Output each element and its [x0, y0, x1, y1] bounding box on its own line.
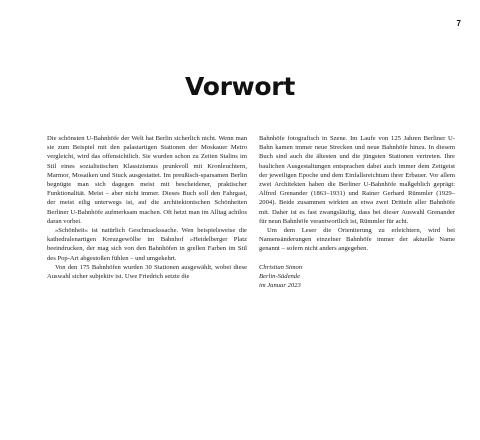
paragraph: Die schönsten U-Bahnhöfe der Welt hat Berlin sicherlich nicht. Wenn man sie zum Beispiel mit den palastartigen Stationen der Moskauer Metro vergleicht, wird das offensichtlich. Sie wurden schon zu Zeiten Stalins im Stil eines sozialistischen Klassizismus prunkvoll mit Kronleuchtern, Marmor, Mosaiken und Stuck ausgestattet. Im preußisch-sparsamen Berlin begnügte man sich dagegen meist mit bescheidener, praktischer Funktionalität. Meist – aber nicht immer. Dieses Buch soll den Fahrgast, der meist eilig unterwegs ist, auf die architektonischen Schönheiten Berliner U-Bahnhöfe aufmerksam machen. Oft hetzt man im Alltag achtlos daran vorbei.	[47, 135, 247, 225]
author-place: Berlin-Südende	[259, 272, 301, 280]
page-title: Vorwort	[185, 72, 295, 101]
paragraph: »Schönheit« ist natürlich Geschmackssache. Wen beispielsweise die kathedralenartigen Kreuzgewölbe im Bahnhof »Heidelberger Platz beeindrucken, der mag sich von den Bahnhöfen in grellen Farben im Stil des Pop-Art abgestoßen fühlen – und umgekehrt.	[47, 227, 247, 262]
paragraph: Von den 175 Bahnhöfen wurden 30 Stationen ausgewählt, wobei diese Auswahl sicher subjektiv ist. Uwe Friedrich setzte die	[47, 263, 247, 281]
signature-date: im Januar 2023	[259, 282, 301, 290]
text-column-left	[47, 134, 247, 281]
author-name: Christian Simon	[259, 263, 303, 271]
paragraph: Um dem Leser die Orientierung zu erleichtern, wird bei Namensänderungen einzelner Bahnhöfe immer der aktuelle Name genannt – sofern nicht anders angegeben.	[259, 227, 455, 253]
paragraph: Bahnhöfe fotografisch in Szene. Im Laufe von 125 Jahren Berliner U-Bahn kamen immer neue Strecken und neue Bahnhöfe hinzu. In diesem Buch sind auch die ältesten und die jüngsten Stationen vertreten. Ihre baulichen Ausgestaltungen entsprachen dabei auch immer dem Zeitgeist der jeweiligen Epoche und dem Einfallsreichtum ihrer Erbauer. Vor allem zwei Architekten haben die Berliner U-Bahnhöfe maßgeblich geprägt: Alfred Grenander (1863–1931) und Rainer Gerhard Rümmler (1929–2004). Beide zusammen wirkten an etwa zwei Dritteln aller Bahnhöfe mit. Daher ist es fast zwangsläufig, dass bei dieser Auswahl Grenander für neun Bahnhöfe verantwortlich ist, Rümmler für acht.	[259, 135, 455, 225]
author-signature	[259, 263, 455, 291]
page-number: 7	[456, 19, 461, 28]
text-column-right	[259, 134, 455, 290]
